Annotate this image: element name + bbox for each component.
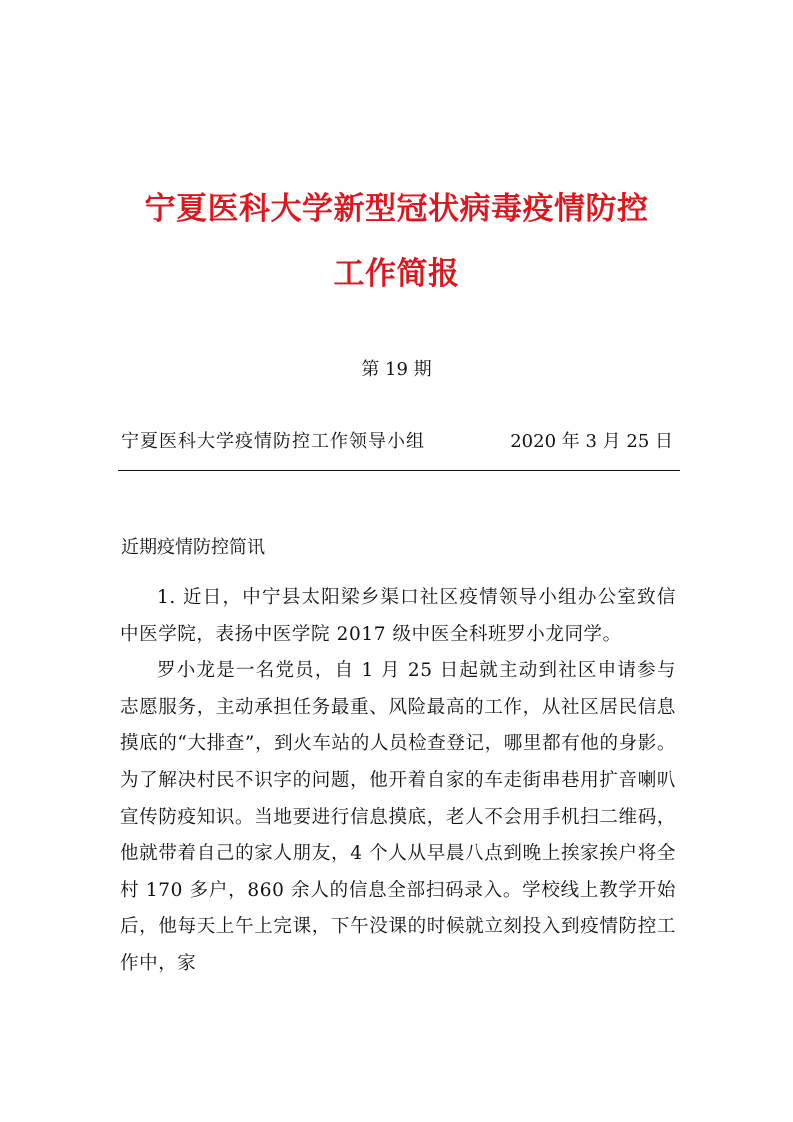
issuer-row	[121, 428, 673, 456]
section-heading: 近期疫情防控简讯	[121, 537, 265, 558]
report-title	[0, 188, 793, 295]
body-text	[120, 580, 676, 983]
issue-date: 2020 年 3 月 25 日	[510, 431, 673, 452]
paragraph-1: 1. 近日，中宁县太阳梁乡渠口社区疫情领导小组办公室致信中医学院，表扬中医学院 2017 级中医全科班罗小龙同学。	[120, 587, 676, 645]
title-line-2: 工作简报	[333, 256, 460, 292]
issue-number: 第 19 期	[361, 359, 432, 380]
issuing-organization: 宁夏医科大学疫情防控工作领导小组	[121, 431, 425, 452]
paragraph-2: 罗小龙是一名党员，自 1 月 25 日起就主动到社区申请参与志愿服务，主动承担任务最重、风险最高的工作，从社区居民信息摸底的“大排查”，到火车站的人员检查登记，哪里都有他的身影。为了解决村民不识字的问题，他开着自家的车走街串巷用扩音喇叭宣传防疫知识。当地要进行信息摸底，老人不会用手机扫二维码，他就带着自己的家人朋友，4 个人从早晨八点到晚上挨家挨户将全村 170 多户，860 余人的信息全部扫码录入。学校线上教学开始后，他每天上午上完课，下午没课的时候就立刻投入到疫情防控工作中，家	[120, 660, 676, 974]
title-line-1: 宁夏医科大学新型冠状病毒疫情防控	[144, 191, 649, 227]
header-divider	[118, 470, 680, 471]
